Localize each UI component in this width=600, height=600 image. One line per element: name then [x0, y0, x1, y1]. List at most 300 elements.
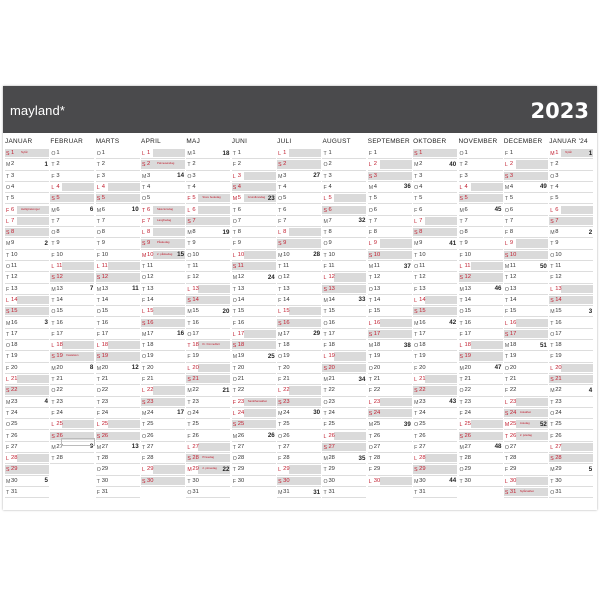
weekday-letter: F [323, 184, 327, 191]
weekday-letter: T [550, 343, 554, 350]
weekday-letter: L [550, 365, 554, 372]
weekday-letter: S [504, 331, 509, 338]
day-row [232, 374, 276, 385]
day-row [504, 431, 548, 442]
month-column [96, 136, 141, 508]
weekday-letter: T [232, 207, 236, 214]
day-number: 27 [147, 443, 154, 450]
weekday-letter: F [323, 422, 327, 429]
day-row [186, 205, 230, 216]
weekday-letter: T [414, 331, 418, 338]
day-number: 24 [464, 409, 471, 416]
weekday-letter: M [414, 399, 419, 406]
weekday-letter: O [96, 230, 101, 237]
day-number: 26 [328, 432, 335, 439]
weekend-shade [425, 296, 457, 304]
day-number: 9 [509, 240, 514, 247]
weekday-letter: M [232, 196, 238, 203]
weekday-letter: T [368, 218, 372, 225]
day-row [141, 216, 185, 227]
weekday-letter: T [142, 207, 146, 214]
weekday-letter: S [232, 184, 237, 191]
day-row [322, 487, 366, 498]
weekday-letter: O [96, 388, 101, 395]
day-number: 3 [56, 172, 60, 179]
day-row [504, 385, 548, 396]
day-number: 25 [555, 421, 562, 428]
weekday-letter: M [6, 241, 11, 248]
weekday-letter: S [232, 264, 237, 270]
weekday-letter: T [368, 354, 372, 361]
weekday-letter: M [414, 162, 419, 169]
day-row [413, 442, 457, 453]
day-number: 24 [419, 409, 426, 416]
month-name: JULI [277, 138, 292, 145]
day-number: 18 [555, 342, 562, 349]
day-row [186, 284, 230, 295]
day-row [549, 408, 593, 419]
day-number: 25 [56, 421, 63, 428]
weekday-letter: L [51, 264, 55, 270]
day-row [368, 318, 412, 329]
day-row [459, 431, 503, 442]
weekday-letter: T [368, 456, 372, 463]
day-row [232, 272, 276, 283]
weekday-letter: T [414, 173, 418, 180]
day-number: 19 [147, 353, 154, 360]
day-number: 30 [147, 477, 154, 484]
day-row [549, 351, 593, 362]
day-row [141, 318, 185, 329]
day-number: 1 [509, 150, 514, 156]
weekday-letter: O [96, 467, 101, 474]
weekday-letter: S [550, 297, 554, 304]
day-number: 4 [283, 183, 287, 190]
weekday-letter: T [323, 467, 327, 474]
day-number: 18 [147, 342, 154, 349]
weekday-letter: L [232, 410, 236, 417]
day-number: 9 [328, 240, 332, 247]
week-number: 38 [403, 341, 411, 349]
weekday-letter: O [414, 264, 419, 270]
day-number: 23 [283, 398, 290, 405]
weekday-letter: T [96, 478, 100, 485]
day-number: 5 [509, 195, 514, 202]
day-row [413, 284, 457, 295]
week-number: 28 [313, 251, 321, 259]
weekend-shade [516, 398, 548, 406]
day-row [232, 329, 276, 340]
weekend-shade [425, 454, 457, 462]
weekday-letter: O [368, 365, 373, 372]
day-row [141, 408, 185, 419]
day-row [141, 250, 185, 261]
day-row [277, 329, 321, 340]
weekday-letter: T [232, 388, 236, 395]
day-number: 6 [283, 206, 287, 213]
day-row [186, 318, 230, 329]
weekday-letter: F [323, 343, 327, 350]
day-row [141, 171, 185, 182]
day-row [96, 238, 140, 249]
day-number: 8 [147, 229, 151, 236]
day-row [322, 159, 366, 170]
day-row [504, 261, 548, 272]
day-number: 10 [147, 251, 154, 258]
weekend-shade [244, 251, 276, 259]
day-row [5, 159, 49, 170]
weekday-letter: T [323, 331, 327, 338]
day-row [277, 408, 321, 419]
weekday-letter: O [368, 286, 373, 293]
day-number: 14 [237, 296, 245, 303]
day-row [549, 171, 593, 182]
day-number: 5 [328, 195, 332, 202]
day-row [232, 385, 276, 396]
weekday-letter: S [278, 241, 282, 248]
day-number: 6 [147, 206, 151, 213]
day-row [5, 295, 49, 306]
week-number: 48 [494, 443, 502, 451]
weekday-letter: M [278, 173, 283, 180]
weekday-letter: T [550, 320, 554, 327]
day-row [96, 453, 140, 464]
weekday-letter: T [278, 264, 282, 270]
month-column [459, 136, 504, 508]
day-row [413, 329, 457, 340]
weekday-letter: T [459, 399, 463, 406]
weekday-letter: O [6, 184, 11, 191]
day-row [368, 408, 412, 419]
weekday-letter: T [323, 309, 327, 316]
weekday-letter: O [232, 456, 237, 463]
day-number: 26 [373, 432, 381, 439]
day-number: 28 [237, 455, 245, 462]
holiday-note: Fastelavn [66, 353, 79, 358]
day-row [232, 464, 276, 475]
day-row [368, 419, 412, 430]
day-number: 19 [56, 353, 63, 360]
weekend-shade [244, 172, 276, 180]
day-number: 26 [147, 432, 154, 439]
weekday-letter: T [51, 456, 55, 463]
weekday-letter: O [504, 207, 509, 214]
day-row [368, 193, 412, 204]
weekday-letter: M [550, 467, 555, 474]
day-number: 22 [283, 387, 290, 394]
calendar-grid [5, 136, 595, 508]
day-row [504, 182, 548, 193]
day-row [232, 193, 276, 204]
day-row [186, 272, 230, 283]
weekend-shade [17, 454, 49, 462]
month-name: SEPTEMBER [367, 138, 410, 145]
day-row [459, 476, 503, 487]
day-number: 30 [237, 477, 245, 484]
weekday-letter: F [368, 309, 372, 316]
day-row [504, 216, 548, 227]
day-number: 2 [11, 161, 15, 168]
day-row [50, 159, 94, 170]
day-row [504, 193, 548, 204]
day-row [413, 374, 457, 385]
day-row [232, 148, 276, 159]
day-number: 5 [283, 195, 287, 202]
weekday-letter: F [96, 331, 100, 338]
day-row [50, 374, 94, 385]
weekday-letter: T [232, 286, 236, 293]
weekday-letter: S [368, 331, 373, 338]
weekday-letter: T [414, 196, 418, 203]
day-row [186, 306, 230, 317]
day-row [5, 419, 49, 430]
weekday-letter: S [414, 388, 418, 395]
day-row [277, 487, 321, 498]
weekday-letter: L [414, 218, 418, 225]
weekday-letter: T [187, 320, 191, 327]
day-row [232, 453, 276, 464]
weekday-letter: M [187, 230, 192, 237]
weekday-letter: M [278, 252, 283, 259]
week-number: 39 [403, 420, 411, 428]
day-number: 14 [283, 296, 290, 303]
day-row [141, 374, 185, 385]
day-row [413, 227, 457, 238]
week-number: 50 [539, 262, 547, 270]
day-number: 24 [555, 409, 562, 416]
day-row [413, 250, 457, 261]
weekday-letter: O [550, 252, 555, 259]
day-row [459, 238, 503, 249]
day-row [459, 227, 503, 238]
day-number: 13 [237, 285, 245, 292]
weekday-letter: S [414, 309, 418, 316]
day-row [50, 340, 94, 351]
week-number: 10 [131, 206, 139, 213]
weekday-letter: O [142, 354, 147, 361]
weekday-letter: T [187, 422, 191, 429]
weekday-letter: T [278, 422, 282, 429]
day-row [96, 227, 140, 238]
weekday-letter: O [142, 433, 147, 440]
day-row [504, 272, 548, 283]
day-number: 3 [283, 172, 287, 179]
day-number: 13 [147, 285, 154, 292]
weekday-letter: S [51, 275, 55, 282]
day-number: 11 [11, 263, 18, 269]
weekday-letter: T [368, 377, 372, 383]
weekday-letter: O [459, 467, 464, 474]
day-number: 19 [555, 353, 562, 360]
day-number: 17 [192, 330, 199, 337]
weekend-shade [289, 386, 321, 394]
weekday-letter: T [232, 365, 236, 372]
day-number: 21 [283, 376, 290, 382]
day-row [186, 408, 230, 419]
weekend-shade [516, 160, 548, 168]
day-row [549, 261, 593, 272]
weekday-letter: O [459, 388, 464, 395]
holiday-note: Påskedag [157, 240, 170, 245]
day-number: 5 [555, 195, 559, 202]
day-number: 15 [237, 308, 245, 315]
day-number: 24 [192, 409, 199, 416]
weekday-letter: F [414, 207, 418, 214]
week-number: 36 [403, 183, 411, 191]
weekday-letter: L [323, 433, 327, 440]
day-number: 7 [283, 217, 287, 224]
weekday-letter: F [504, 388, 509, 395]
weekday-letter: O [278, 275, 283, 282]
day-row [277, 182, 321, 193]
day-number: 5 [147, 195, 151, 202]
weekday-letter: T [6, 196, 10, 203]
day-number: 14 [509, 296, 517, 303]
day-number: 20 [237, 364, 245, 371]
weekday-letter: F [414, 365, 418, 372]
day-row [413, 216, 457, 227]
weekend-shade [198, 285, 230, 293]
day-number: 4 [555, 183, 559, 190]
week-number: 2 [588, 228, 593, 236]
weekday-letter: F [51, 410, 55, 417]
weekday-letter: L [504, 478, 508, 485]
day-number: 24 [509, 409, 517, 416]
weekday-letter: M [504, 343, 510, 350]
weekday-letter: T [96, 377, 100, 383]
weekday-letter: F [187, 275, 191, 282]
day-number: 20 [373, 364, 381, 371]
day-number: 7 [56, 217, 60, 224]
day-row [368, 159, 412, 170]
weekday-letter: L [323, 196, 327, 203]
day-row [50, 397, 94, 408]
weekday-letter: M [96, 207, 102, 214]
day-row [232, 182, 276, 193]
day-number: 24 [11, 409, 18, 416]
weekday-letter: T [96, 218, 100, 225]
day-number: 21 [555, 376, 562, 382]
day-number: 10 [56, 251, 63, 258]
weekday-letter: T [323, 151, 327, 157]
day-number: 13 [419, 285, 426, 292]
weekday-letter: L [6, 456, 9, 463]
day-number: 25 [509, 421, 517, 428]
day-number: 3 [147, 172, 151, 179]
weekday-letter: S [414, 230, 418, 237]
day-row [96, 159, 140, 170]
day-row [504, 408, 548, 419]
weekday-letter: T [368, 433, 372, 440]
weekday-letter: L [414, 456, 418, 463]
day-number: 13 [192, 285, 199, 292]
day-number: 19 [283, 353, 290, 360]
weekday-letter: S [504, 252, 509, 259]
holiday-note: Store bededag [202, 195, 221, 200]
weekday-letter: S [187, 377, 191, 383]
weekday-letter: O [414, 184, 419, 191]
day-number: 6 [192, 206, 196, 213]
day-row [141, 453, 185, 464]
weekday-letter: O [278, 433, 283, 440]
weekday-letter: T [504, 456, 509, 463]
day-number: 19 [464, 353, 471, 360]
day-row [413, 272, 457, 283]
day-row [504, 476, 548, 487]
day-row [232, 250, 276, 261]
day-row [5, 216, 49, 227]
day-number: 4 [419, 183, 423, 190]
day-number: 1 [464, 150, 468, 156]
weekday-letter: S [96, 433, 101, 440]
day-number: 8 [555, 229, 559, 236]
weekday-letter: S [6, 388, 10, 395]
day-number: 20 [56, 364, 63, 371]
day-row [368, 306, 412, 317]
day-number: 10 [283, 251, 290, 258]
day-number: 20 [283, 364, 290, 371]
weekday-letter: O [459, 151, 464, 157]
weekend-shade [561, 443, 593, 451]
weekday-letter: S [459, 196, 463, 203]
day-row [504, 374, 548, 385]
day-row [549, 419, 593, 430]
day-number: 5 [56, 195, 60, 202]
weekend-shade [516, 239, 548, 247]
day-number: 24 [328, 409, 335, 416]
day-number: 28 [373, 455, 381, 462]
day-number: 3 [101, 172, 105, 179]
week-number: 40 [449, 160, 457, 168]
day-row [186, 351, 230, 362]
day-row [50, 385, 94, 396]
day-row [141, 227, 185, 238]
holiday-note: Palmesøndag [157, 161, 175, 166]
day-row [50, 148, 94, 159]
weekday-letter: M [232, 275, 238, 282]
day-row [141, 340, 185, 351]
weekday-letter: T [504, 377, 509, 383]
day-number: 27 [237, 443, 245, 450]
week-number: 4 [44, 398, 48, 406]
day-number: 15 [147, 308, 154, 315]
day-number: 16 [464, 319, 471, 326]
weekday-letter: M [368, 264, 374, 270]
day-number: 19 [509, 353, 517, 360]
day-row [459, 182, 503, 193]
day-number: 17 [11, 330, 18, 337]
weekday-letter: O [323, 320, 328, 327]
weekday-letter: T [368, 196, 372, 203]
weekday-letter: S [6, 151, 10, 157]
week-number: 29 [313, 330, 321, 338]
day-number: 9 [283, 240, 287, 247]
day-number: 20 [509, 364, 517, 371]
day-row [232, 159, 276, 170]
day-row [277, 351, 321, 362]
day-number: 11 [147, 263, 154, 269]
weekday-letter: S [51, 196, 55, 203]
weekend-shade [425, 217, 457, 225]
weekend-shade [380, 239, 412, 247]
day-row [277, 340, 321, 351]
day-number: 2 [328, 161, 332, 168]
weekend-shade [62, 341, 94, 349]
day-number: 25 [283, 421, 290, 428]
day-row [322, 284, 366, 295]
weekday-letter: M [6, 399, 11, 406]
day-row [96, 363, 140, 374]
